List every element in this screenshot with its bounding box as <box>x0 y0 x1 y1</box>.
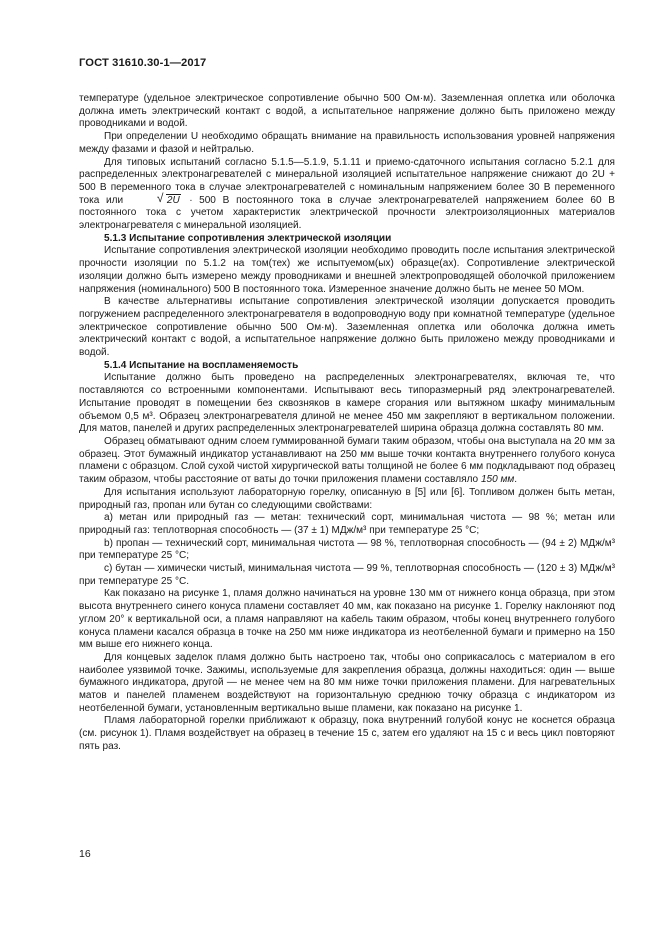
paragraph: При определении U необходимо обращать внимание на правильность использования уровней напряжения между фазами и фазой и нейтралью. <box>79 131 615 155</box>
paragraph-text: ∙ 500 В постоянного тока в случае электронагревателей напряжением более 60 В постоянного тока с учетом характеристик электрической прочности электроизоляционных материалов электронагревателя с минеральной изоляцией. <box>79 194 615 232</box>
italic-value: 150 мм <box>480 474 515 486</box>
section-heading: 5.1.3 Испытание сопротивления электрической изоляции <box>104 232 392 244</box>
list-item: c) бутан — химически чистый, минимальная чистота — 99 %, теплотворная способность — (120 ± 3) МДж/м³ при температуре 25 °С. <box>79 563 615 587</box>
paragraph: Как показано на рисунке 1, пламя должно начинаться на уровне 130 мм от нижнего конца образца, при этом высота внутреннего синего конуса пламени составляет 40 мм, как показано на рисунке 1. Горелку наклоняют под углом 20° к вертикальной оси, а пламя направляют на кабель таким образом, чтобы конец внутреннего голубого конуса пламени касался образца в точке на 250 мм ниже индикатора из неотбеленной бумаги и примерно на 150 мм выше его нижнего конца. <box>79 588 615 651</box>
list-item: а) метан или природный газ — метан: технический сорт, минимальная чистота — 98 %; метан или природный газ: теплотворная способность — (37 ± 1) МДж/м³ при температуре 25 °С; <box>79 512 615 536</box>
paragraph-text: Образец обматывают одним слоем гуммированной бумаги таким образом, чтобы она выступала на 20 мм за образец. Этот бумажный индикатор устанавливают на 250 мм выше точки контакта внутреннего голубого конуса пламени с образцом. Слой сухой чистой хирургической ваты толщиной не более 6 мм подкладывают под образец таким образом, чтобы расстояние от ваты до точки приложения пламени составляло <box>79 435 615 486</box>
radicand: 2U <box>166 194 180 206</box>
paragraph: В качестве альтернативы испытание сопротивления электрической изоляции допускается проводить погружением распределенного электронагревателя в водопроводную воду при комнатной температуре (удельное электрическое сопротивление обычно 500 Ом·м). Заземленная оплетка или оболочка должна иметь электрический контакт с водой, а испытательное напряжение должно быть приложено между проводниками и водой. <box>79 296 615 359</box>
paragraph: Пламя лабораторной горелки приближают к образцу, пока внутренний голубой конус не коснется образца (см. рисунок 1). Пламя воздействует на образец в течение 15 с, затем его удаляют на 15 с и весь цикл повторяют пять раз. <box>79 715 615 752</box>
document-header: ГОСТ 31610.30-1—2017 <box>79 57 207 69</box>
paragraph: Испытание должно быть проведено на распределенных электронагревателях, включая те, что поставляются со встроенными компонентами. Испытывают весь типоразмерный ряд электронагревателей. Испытание проводят в помещении без сквозняков в камере сгорания или вытяжном шкафу минимальным объемом 0,5 м³. Образец электронагревателя длиной не менее 450 мм закрепляют в вертикальном положении. Для матов, панелей и других распределенных электронагревателей ширина образца должна составлять 80 мм. <box>79 372 615 435</box>
paragraph: Для испытания используют лабораторную горелку, описанную в [5] или [6]. Топливом должен быть метан, природный газ, пропан или бутан со следующими свойствами: <box>79 486 615 511</box>
list-item: b) пропан — технический сорт, минимальная чистота — 98 %, теплотворная способность — (94 ± 2) МДж/м³ при температуре 25 °С; <box>79 537 615 562</box>
paragraph-text: Для типовых испытаний согласно 5.1.5—5.1.9, 5.1.11 и приемо-сдаточного испытания согласно 5.2.1 для распределенных электронагревателей с минеральной изоляцией испытательное напряжение снижают до 2U + 500 В переменного тока в случае электронагревателей с номинальным напряжением более 30 В переменного тока или <box>79 156 615 206</box>
paragraph <box>79 436 615 487</box>
paragraph-text: . <box>514 474 518 486</box>
square-root-formula <box>132 190 181 208</box>
paragraph-with-formula <box>79 157 615 233</box>
section-heading: 5.1.4 Испытание на воспламеняемость <box>104 359 299 371</box>
paragraph: температуре (удельное электрическое сопротивление обычно 500 Ом·м). Заземленная оплетка или оболочка должна иметь электрический контакт с водой, а испытательное напряжение должно быть приложено между проводниками и водой. <box>79 93 615 130</box>
paragraph: Для концевых заделок пламя должно быть настроено так, чтобы оно соприкасалось с материалом в его наиболее уязвимой точке. Зажимы, используемые для закрепления образца, должны находиться: один — выше бумажного индикатора, другой — не менее чем на 80 мм ниже точки приложения пламени. Для нагревательных матов и панелей пламенем воздействуют на горизонтальную среднюю точку образца с индикатором из неотбеленной бумаги, установленным вертикально выше пламени, как показано на рисунке 1. <box>79 651 615 714</box>
radical-sign-icon: √ <box>156 190 164 205</box>
body-text <box>79 93 615 754</box>
paragraph: Испытание сопротивления электрической изоляции необходимо проводить после испытания электрической прочности изоляции по 5.1.2 на том(тех) же испытуемом(ых) образце(ах). Сопротивление электрической изоляции должно быть измерено между проводниками и внешней электропроводящей оболочкой приложением напряжения (номинального) 500 В постоянного тока. Измеренное значение должно быть не менее 50 МОм. <box>79 245 615 295</box>
page-number: 16 <box>79 848 91 860</box>
